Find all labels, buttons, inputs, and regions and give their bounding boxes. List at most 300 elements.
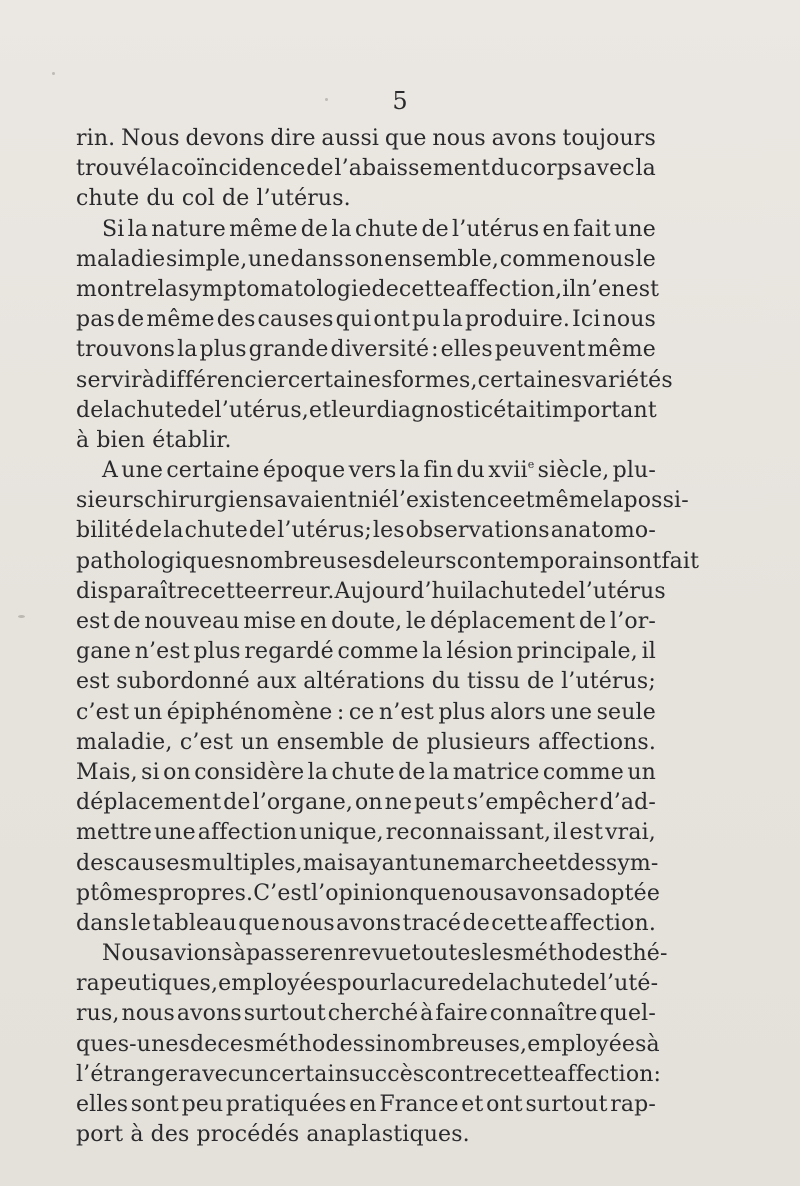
word: contre: [424, 1061, 498, 1087]
word: aussi: [321, 126, 380, 151]
text-line: [76, 245, 656, 275]
text-line: [76, 547, 700, 577]
word: n’en: [576, 276, 626, 302]
word: de: [187, 397, 215, 423]
word: nombreuses,: [382, 1031, 528, 1057]
word: adoptée: [569, 880, 660, 906]
word: il: [553, 820, 568, 846]
word: multiples,: [190, 850, 303, 876]
text-line: [76, 788, 656, 818]
word: connaître: [489, 1001, 598, 1027]
word: de: [190, 1031, 218, 1057]
text-line: [76, 396, 656, 426]
word: de: [572, 971, 600, 997]
word: Nous: [121, 126, 180, 151]
word: de: [248, 518, 277, 544]
word: un: [240, 729, 270, 755]
word: certaine: [166, 458, 260, 484]
word: sieurs: [76, 488, 145, 514]
word: l’utérus: [452, 216, 540, 242]
text-line: [76, 124, 656, 154]
word: elles: [76, 1092, 129, 1117]
word: doute,: [331, 609, 403, 634]
text-line: [76, 516, 656, 546]
text-line: [76, 275, 660, 305]
word: altérations: [303, 669, 426, 695]
word: chute: [487, 578, 552, 604]
superscript: e: [527, 457, 535, 471]
word: la: [103, 397, 124, 423]
word: toutes: [411, 941, 482, 967]
word: simple,: [165, 246, 248, 272]
word: de: [527, 669, 555, 695]
word: l’utérus;: [277, 518, 372, 544]
text-line: [76, 1090, 656, 1120]
word: que: [384, 126, 427, 151]
word: port: [76, 1122, 124, 1148]
word: l’utérus,: [214, 397, 309, 423]
word: méthodes: [513, 941, 624, 967]
word: méthodes: [254, 1031, 365, 1057]
word: épiphénomène: [166, 699, 333, 725]
word: dans: [290, 246, 344, 272]
word: avions: [160, 941, 233, 967]
word: quel-: [599, 1001, 656, 1027]
word: qui: [335, 307, 372, 333]
word: comme: [337, 639, 419, 665]
word: Ici: [572, 307, 601, 333]
word: principale,: [516, 639, 638, 665]
word: du: [431, 669, 461, 695]
word: si: [141, 759, 160, 785]
word: ensemble: [276, 729, 385, 755]
text-line: [76, 909, 656, 939]
word: affections.: [538, 729, 656, 755]
body-text: [76, 124, 700, 1150]
word: la: [399, 458, 421, 484]
word: avaient: [274, 488, 357, 514]
word: chute: [354, 216, 419, 242]
text-line: [76, 486, 689, 516]
word: nié: [357, 488, 392, 514]
word: employées: [527, 1031, 647, 1057]
word: :: [653, 1061, 662, 1087]
word: vrai,: [605, 820, 656, 846]
paper-blemish: [325, 98, 328, 101]
word: peu: [181, 1092, 224, 1117]
word: procédés: [196, 1122, 300, 1148]
word: ne: [384, 790, 413, 816]
word: avons: [176, 1001, 242, 1027]
word: rus,: [76, 1001, 120, 1027]
word: plusieurs: [426, 729, 531, 755]
word: ques-unes: [76, 1031, 190, 1057]
word: devons: [185, 126, 265, 151]
word: :: [431, 337, 439, 363]
word: pu: [412, 307, 441, 333]
word: tracé: [402, 910, 462, 936]
word: un: [627, 759, 656, 785]
word: fait: [573, 216, 611, 242]
word: important: [544, 397, 657, 423]
page-number: 5: [392, 87, 408, 115]
word: est: [625, 276, 660, 302]
text-line: [76, 999, 656, 1029]
text-line: [76, 366, 673, 396]
word: anaplastiques.: [306, 1122, 470, 1148]
word: plus: [199, 337, 247, 363]
word: passer: [246, 941, 321, 967]
text-line: [76, 1120, 656, 1150]
word: la: [390, 971, 411, 997]
word: avons: [504, 880, 570, 906]
word: l’uté-: [599, 971, 659, 997]
word: tableau: [152, 910, 237, 936]
word: causes: [257, 307, 334, 333]
word: Mais,: [76, 759, 138, 785]
word: un: [240, 1061, 269, 1087]
word: fin: [423, 458, 454, 484]
word: ce: [348, 699, 375, 725]
word: cherché: [327, 1001, 419, 1027]
word: peuvent: [494, 337, 586, 363]
word: l’abaissement: [334, 156, 491, 182]
word: la: [157, 276, 179, 302]
word: maladie,: [76, 729, 173, 755]
word: plus: [193, 639, 241, 665]
word: affection: [197, 820, 298, 846]
word: la: [488, 971, 510, 997]
word: :: [336, 699, 345, 725]
text-line: [76, 758, 656, 788]
word: mise: [243, 609, 297, 634]
word: l’étranger: [76, 1061, 189, 1087]
word: employées: [218, 971, 338, 997]
word: revue: [347, 941, 412, 967]
word: un: [133, 699, 163, 725]
word: et: [461, 1092, 484, 1117]
word: de: [371, 276, 399, 302]
word: à: [130, 1122, 144, 1148]
word: elles: [440, 337, 493, 363]
word: pour: [337, 971, 391, 997]
word: erreur.: [257, 578, 335, 604]
text-line: [76, 879, 660, 909]
word: que: [409, 880, 452, 906]
word: la: [635, 156, 656, 182]
word: succès: [349, 1061, 425, 1087]
word: les: [481, 941, 514, 967]
word: propres.: [158, 880, 254, 906]
word: son: [344, 246, 384, 272]
word: même: [534, 488, 604, 514]
word: cure: [410, 971, 462, 997]
word: nous: [281, 910, 335, 936]
word: de: [116, 307, 145, 333]
word: des: [76, 850, 115, 876]
word: de: [134, 518, 163, 544]
word: le: [635, 246, 656, 272]
text-line: [76, 1030, 660, 1060]
word: de: [462, 910, 490, 936]
word: établir.: [152, 427, 232, 453]
word: ces: [217, 1031, 255, 1057]
word: de: [578, 609, 607, 634]
text-line: [76, 637, 656, 667]
word: A: [102, 458, 119, 484]
word: certain: [268, 1061, 350, 1087]
word: toujours: [562, 126, 656, 151]
word: marche: [459, 850, 545, 876]
word: certaines: [477, 367, 583, 393]
word: considère: [194, 759, 305, 785]
word: la: [603, 488, 624, 514]
word: col: [181, 186, 215, 212]
word: que: [238, 910, 280, 936]
word: contemporains: [456, 548, 625, 574]
word: l’organe,: [252, 790, 354, 816]
word: la: [177, 337, 198, 363]
word: France: [379, 1092, 459, 1117]
word: la: [442, 307, 464, 333]
word: la: [467, 578, 488, 604]
word: d’ad-: [599, 790, 656, 816]
word: différencier: [155, 367, 288, 393]
word: seule: [596, 699, 656, 725]
word: c’est: [76, 699, 130, 725]
word: ptômes: [76, 880, 159, 906]
word: chirurgiens: [144, 488, 275, 514]
word: thé-: [623, 941, 668, 967]
word: peut: [414, 790, 465, 816]
word: du: [490, 156, 520, 182]
word: s’empêcher: [466, 790, 598, 816]
word: subordonné: [116, 669, 250, 695]
word: déplacement: [430, 609, 576, 634]
word: siècle,: [537, 458, 610, 484]
word: anatomo-: [550, 518, 656, 544]
word: pathologiques: [76, 548, 236, 574]
word: chute: [331, 759, 395, 785]
word: gane: [76, 639, 131, 665]
word: grande: [248, 337, 329, 363]
word: à: [232, 941, 247, 967]
word: nouveau: [144, 609, 240, 634]
word: la: [331, 216, 352, 242]
word: nature: [151, 216, 226, 242]
word: si: [364, 1031, 383, 1057]
word: reconnaissant,: [385, 820, 552, 846]
word: avec: [188, 1061, 241, 1087]
word: regardé: [244, 639, 334, 665]
word: ont: [373, 307, 411, 333]
word: est: [76, 609, 110, 634]
word: est: [569, 820, 604, 846]
text-line: [76, 818, 656, 848]
word: à: [420, 1001, 434, 1027]
word: affection.: [549, 910, 656, 936]
word: plus: [438, 699, 486, 725]
word: est: [76, 669, 110, 695]
word: était: [493, 397, 545, 423]
word: vers: [348, 458, 397, 484]
word: chute: [184, 518, 248, 544]
word: l’opinion: [310, 880, 410, 906]
word: une: [418, 850, 460, 876]
word: lésion: [446, 639, 514, 665]
word: la: [127, 216, 149, 242]
word: la: [307, 759, 329, 785]
word: du: [146, 186, 175, 212]
word: certaines: [287, 367, 393, 393]
word: de: [306, 156, 334, 182]
word: en: [349, 1092, 377, 1117]
word: leurs: [399, 548, 457, 574]
word: corps: [520, 156, 583, 182]
word: dire: [270, 126, 316, 151]
word: dans: [76, 910, 130, 936]
word: chute: [123, 397, 188, 423]
word: rapeutiques,: [76, 971, 219, 997]
word: de: [76, 397, 104, 423]
word: surtout: [243, 1001, 326, 1027]
word: il: [562, 276, 577, 302]
word: n’est: [378, 699, 434, 725]
word: déplacement: [76, 790, 222, 816]
word: on: [163, 759, 191, 785]
word: l’utérus.: [256, 186, 351, 212]
word: coïncidence: [171, 156, 306, 182]
word: le: [130, 910, 151, 936]
word: même: [587, 337, 656, 363]
text-line: [76, 698, 656, 728]
word: c’est: [179, 729, 234, 755]
word: la: [428, 759, 450, 785]
word: causes: [114, 850, 191, 876]
word: du: [456, 458, 485, 484]
word: comme: [499, 246, 581, 272]
text-line: [76, 939, 668, 969]
word: et: [512, 488, 535, 514]
paper-blemish: [18, 615, 25, 618]
word: pratiquées: [225, 1092, 347, 1117]
word: Aujourd’hui: [334, 578, 468, 604]
word: diagnostic: [376, 397, 494, 423]
word: de: [222, 186, 250, 212]
word: fait: [661, 548, 700, 574]
word: de: [300, 216, 329, 242]
word: n’est: [134, 639, 190, 665]
word: le: [406, 609, 427, 634]
word: rap-: [610, 1092, 656, 1117]
text-line: [76, 184, 656, 214]
word: on: [354, 790, 383, 816]
word: comme: [542, 759, 624, 785]
word: affection,: [455, 276, 563, 302]
text-line: [76, 305, 656, 335]
word: des: [216, 307, 256, 333]
word: tissu: [467, 669, 521, 695]
word: affection: [554, 1061, 654, 1087]
word: des: [567, 850, 606, 876]
word: possi-: [623, 488, 689, 514]
text-line: [76, 577, 666, 607]
word: xvii$^e$: [488, 457, 535, 484]
word: ont: [486, 1092, 523, 1117]
word: les: [372, 518, 405, 544]
word: de: [398, 759, 426, 785]
word: de: [421, 216, 449, 242]
text-line: [76, 426, 656, 456]
word: avec: [583, 156, 635, 182]
word: ensemble,: [384, 246, 500, 272]
word: époque: [262, 458, 346, 484]
word: à: [76, 427, 90, 453]
word: faire: [435, 1001, 488, 1027]
word: montre: [76, 276, 158, 302]
text-line: [76, 335, 656, 365]
word: et: [308, 397, 332, 423]
word: chute: [76, 186, 140, 212]
word: variétés: [582, 367, 673, 393]
word: cette: [200, 578, 258, 604]
word: diversité: [330, 337, 430, 363]
word: produire.: [465, 307, 571, 333]
word: C’est: [253, 880, 311, 906]
word: bilité: [76, 518, 134, 544]
word: en: [299, 609, 328, 634]
word: nous: [451, 880, 505, 906]
word: trouvé: [76, 156, 150, 182]
word: à: [141, 367, 155, 393]
text-line: [76, 849, 659, 879]
word: Si: [102, 216, 125, 242]
word: de: [461, 971, 489, 997]
word: de: [223, 790, 251, 816]
paper-blemish: [52, 72, 55, 75]
word: mettre: [76, 820, 152, 846]
word: de: [372, 548, 400, 574]
text-line: [76, 1060, 662, 1090]
word: cette: [398, 276, 456, 302]
text-line: [76, 728, 656, 758]
word: nous: [432, 126, 486, 151]
word: sont: [130, 1092, 179, 1117]
word: une: [248, 246, 290, 272]
word: disparaître: [76, 578, 201, 604]
word: ont: [624, 548, 662, 574]
word: maladie: [76, 246, 166, 272]
word: la: [149, 156, 171, 182]
word: en: [542, 216, 570, 242]
word: nous: [581, 246, 635, 272]
word: servir: [76, 367, 142, 393]
word: cette: [497, 1061, 555, 1087]
text-line: [76, 215, 656, 245]
word: observations: [405, 518, 550, 544]
word: formes,: [392, 367, 478, 393]
word: nombreuses: [235, 548, 373, 574]
text-line: [76, 607, 656, 637]
word: mais: [302, 850, 356, 876]
word: surtout: [525, 1092, 608, 1117]
word: aux: [256, 669, 297, 695]
word: unique,: [299, 820, 384, 846]
word: nous: [121, 1001, 175, 1027]
text-line: [76, 154, 656, 184]
word: l’or-: [610, 609, 656, 634]
word: à: [646, 1031, 660, 1057]
